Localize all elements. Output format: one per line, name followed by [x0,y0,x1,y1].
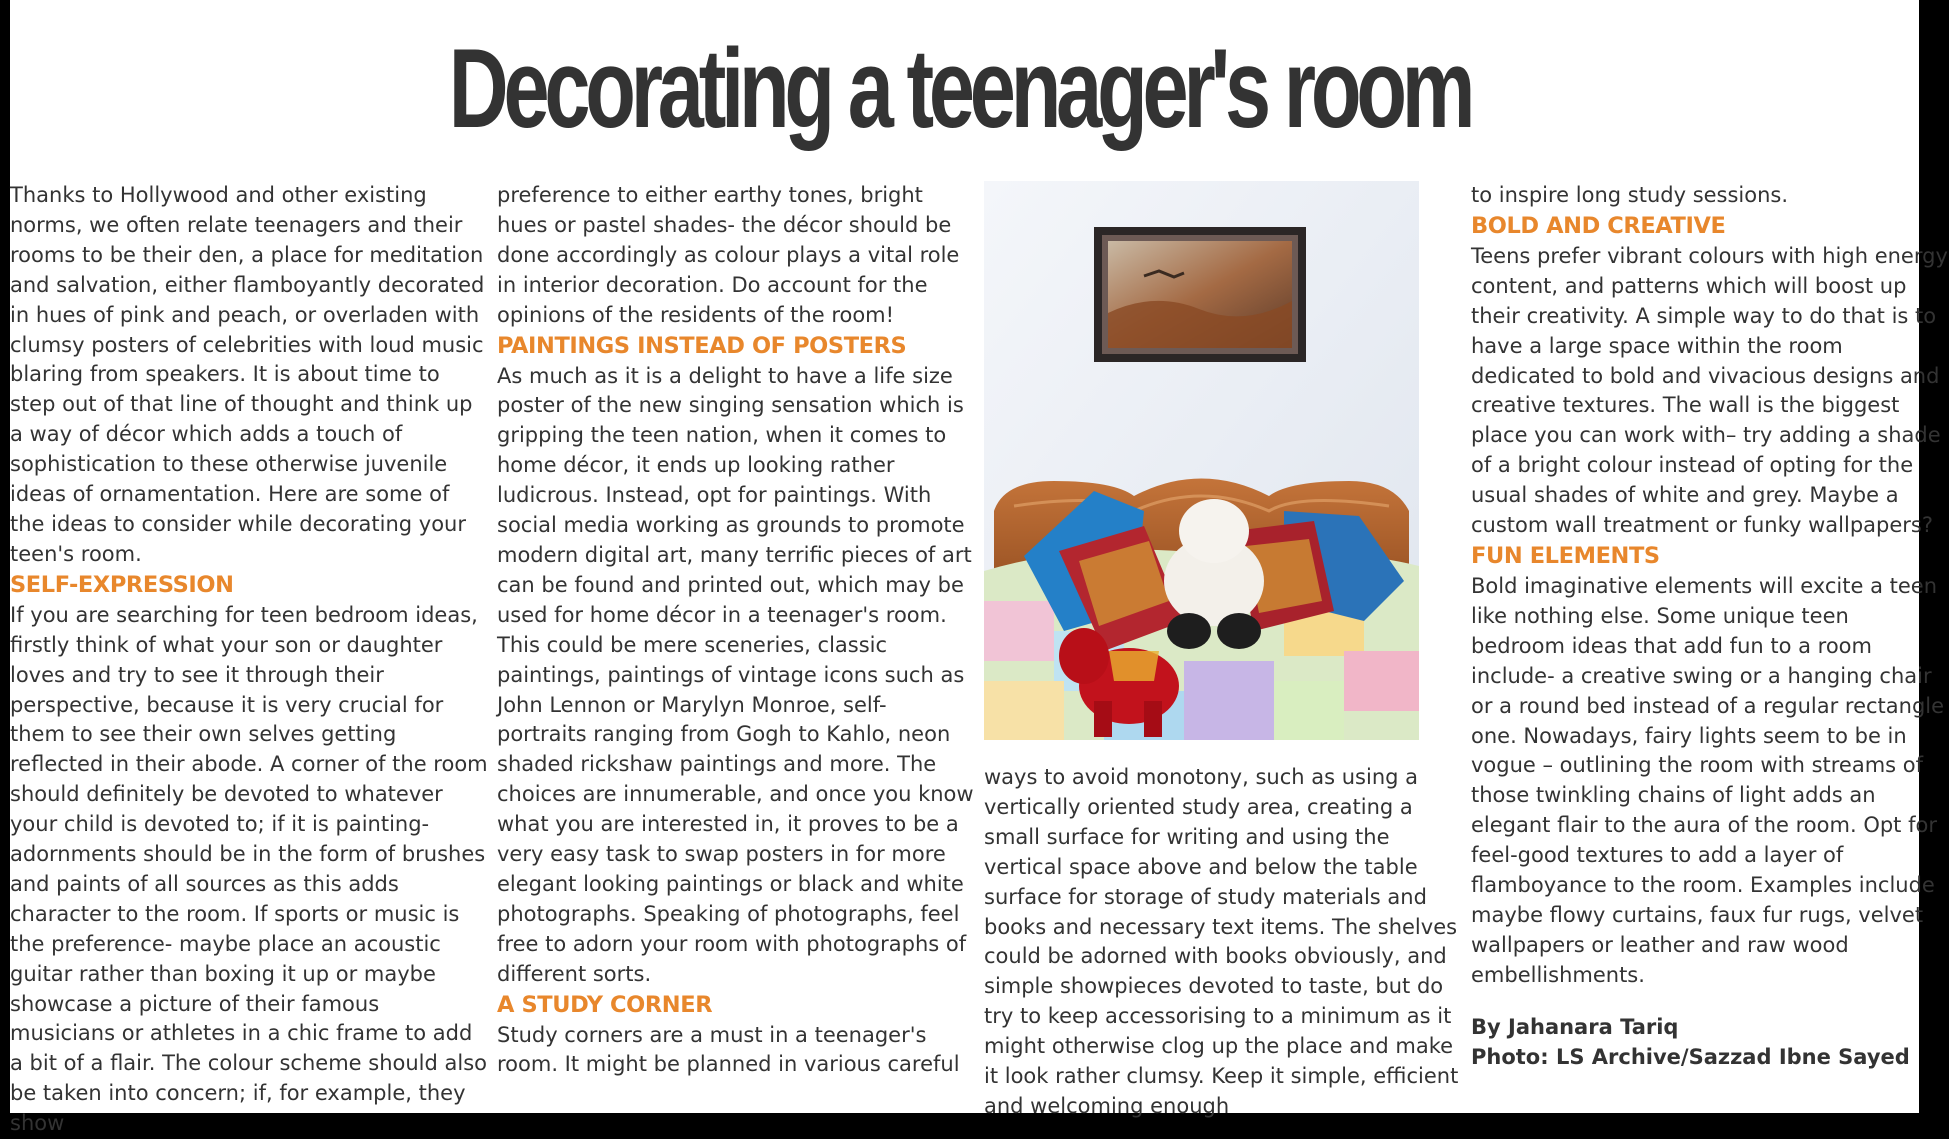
column-3 [984,763,1462,1122]
bold-creative-paragraph: Teens prefer vibrant colours with high energy content, and patterns which will boost up their creativity. A simple way to do that is to have a large space within the room dedicated to bold and vivacious designs and creative textures. The wall is the biggest place you can work with– try adding a shade of a bright colour instead of opting for the usual shades of white and grey. Maybe a custom wall treatment or funky wallpapers? [1471,243,1948,538]
colour-paragraph: preference to either earthy tones, bright hues or pastel shades- the décor should be done accordingly as colour plays a vital role in interior decoration. Do account for the opinions of the residents of the room! [497,183,960,327]
fun-elements-paragraph: Bold imaginative elements will excite a teen like nothing else. Some unique teen bedroom ideas that add fun to a room include- a creative swing or a hanging chair or a round bed instead of a regular rectangle one. Nowadays, fairy lights seem to be in vogue – outlining the room with streams of those twinkling chains of light adds an elegant flair to the aura of the room. Opt for feel-good textures to add a layer of flamboyance to the room. Examples include maybe flowy curtains, faux fur rugs, velvet wallpapers or leather and raw wood embellishments. [1471,573,1945,987]
column-2 [497,181,975,1080]
intro-paragraph: Thanks to Hollywood and other existing norms, we often relate teenagers and their rooms to be their den, a place for meditation and salvation, either flamboyantly decorated in hues of pink and peach, or overladen with clumsy posters of celebrities with loud music blaring from speakers. It is about time to step out of that line of thought and think up a way of décor which adds a touch of sophistication to these otherwise juvenile ideas of ornamentation. Here are some of the ideas to consider while decorating your teen's room. [10,183,485,566]
study-sessions-paragraph: to inspire long study sessions. [1471,183,1789,207]
study-corner-continued-paragraph: ways to avoid monotony, such as using a vertically oriented study area, creating a small surface for writing and using the vertical space above and below the table surface for storage of study materials and books and necessary text items. The shelves could be adorned with books obviously, and simple showpieces devoted to taste, but do try to keep accessorising to a minimum as it might otherwise clog up the place and make it look rather clumsy. Keep it simple, efficient and welcoming enough [984,765,1459,1118]
section-heading-self-expression: SELF-EXPRESSION [10,571,234,598]
byline-block [1471,1013,1949,1073]
self-expression-paragraph: If you are searching for teen bedroom ideas, firstly think of what your son or daughter loves and try to see it through their perspective, because it is very crucial for them to see their own selves getting reflected in their abode. A corner of the room should definitely be devoted to whatever your child is devoted to; if it is painting- adornments should be in the form of brushes and paints of all sources as this adds character to the room. If sports or music is the preference- maybe place an acoustic guitar rather than boxing it up or maybe showcase a picture of their famous musicians or athletes in a chic frame to add a bit of a flair. The colour scheme should also be taken into concern; if, for example, they show [10,602,488,1136]
section-heading-bold-creative: BOLD AND CREATIVE [1471,212,1726,239]
paintings-paragraph: As much as it is a delight to have a life size poster of the new singing sensation which is gripping the teen nation, when it comes to home décor, it ends up looking rather ludicrous. Instead, opt for paintings. With social media working as grounds to promote modern digital art, many terrific pieces of art can be found and printed out, which may be used for home décor in a teenager's room. This could be mere sceneries, classic paintings, paintings of vintage icons such as John Lennon or Marylyn Monroe, self-portraits ranging from Gogh to Kahlo, neon shaded rickshaw paintings and more. The choices are innumerable, and once you know what you are interested in, it proves to be a very easy task to swap posters in for more elegant looking paintings or black and white photographs. Speaking of photographs, feel free to adorn your room with photographs of different sorts. [497,363,974,986]
section-heading-fun-elements: FUN ELEMENTS [1471,542,1660,569]
photo-credit: Photo: LS Archive/Sazzad Ibne Sayed [1471,1044,1910,1069]
section-heading-paintings: PAINTINGS INSTEAD OF POSTERS [497,332,907,359]
column-1 [10,181,488,1139]
bedroom-photo [984,181,1419,740]
section-heading-study-corner: A STUDY CORNER [497,991,713,1018]
column-4 [1471,181,1949,1072]
newspaper-page [10,0,1948,1136]
author-byline: By Jahanara Tariq [1471,1014,1679,1039]
study-corner-paragraph: Study corners are a must in a teenager's room. It might be planned in various careful [497,1022,960,1077]
bedroom-photo-illustration [984,181,1419,740]
article-title: Decorating a teenager's room [448,26,1471,151]
